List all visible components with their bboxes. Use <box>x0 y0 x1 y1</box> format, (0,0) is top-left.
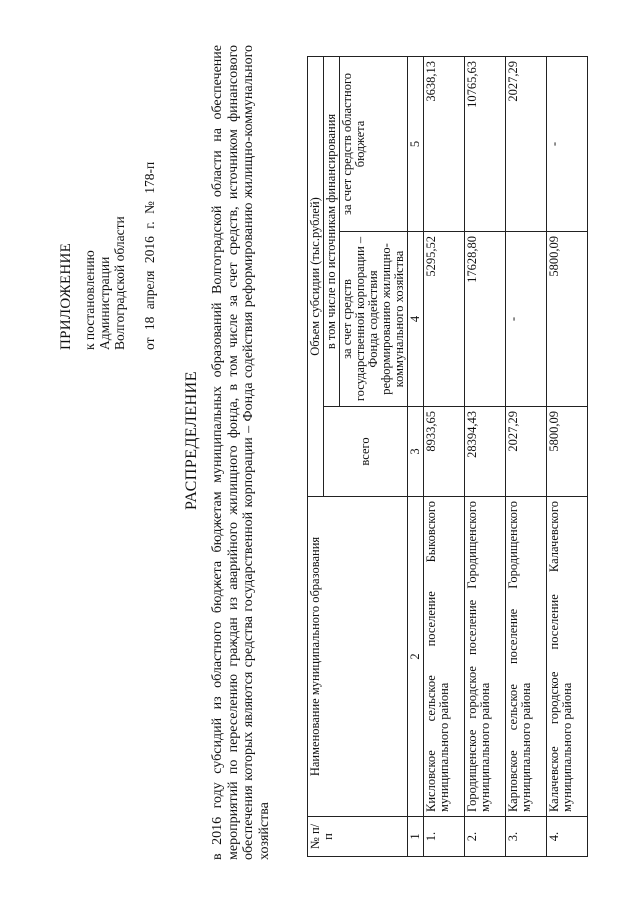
subsidy-table <box>307 56 588 857</box>
header-num: № п/п <box>308 817 408 857</box>
header-name: Наименование муниципального образования <box>308 497 408 817</box>
row-num: 4. <box>547 817 588 857</box>
colnum-1: 1 <box>408 817 424 857</box>
appendix-date: от 18 апреля 2016 г. № 178-п <box>142 161 157 350</box>
appendix-title: ПРИЛОЖЕНИЕ <box>58 242 74 350</box>
table-row <box>465 56 506 856</box>
table-row <box>506 56 547 856</box>
table-row <box>547 56 588 856</box>
row-regional: 3638,13 <box>424 56 465 231</box>
row-total: 8933,65 <box>424 407 465 497</box>
row-fund: 5295,52 <box>424 232 465 407</box>
row-regional: 10765,63 <box>465 56 506 231</box>
row-name: Городищенское городское поселение Городищенского муниципального района <box>465 497 506 817</box>
row-fund: 17628,80 <box>465 232 506 407</box>
row-num: 3. <box>506 817 547 857</box>
document-title: РАСПРЕДЕЛЕНИЕ <box>183 371 200 510</box>
row-num: 1. <box>424 817 465 857</box>
row-total: 2027,29 <box>506 407 547 497</box>
appendix-line-1: к постановлению <box>82 250 97 350</box>
row-name: Карповское сельское поселение Городищенского муниципального района <box>506 497 547 817</box>
colnum-5: 5 <box>408 56 424 231</box>
colnum-2: 2 <box>408 497 424 817</box>
row-regional: 2027,29 <box>506 56 547 231</box>
appendix-line-2: Администрации <box>97 256 112 350</box>
row-name: Кисловское сельское поселение Быковского муниципального района <box>424 497 465 817</box>
row-fund: - <box>506 232 547 407</box>
row-num: 2. <box>465 817 506 857</box>
header-volume: Объем субсидии (тыс.рублей) <box>308 56 324 496</box>
row-regional: - <box>547 56 588 231</box>
document-intro: в 2016 году субсидий из областного бюджета бюджетам муниципальных образований Волгоградской области на обеспечение мероприятий по переселению граждан из аварийного жилищного фонда, в том числе за счет средств, источником финансового обеспечения которых являются средства государственной корпорации – Фонда содействия реформированию жилищно-коммунального хозяйства <box>210 45 272 860</box>
colnum-4: 4 <box>408 232 424 407</box>
appendix-line-3: Волгоградской области <box>112 216 127 350</box>
header-total: всего <box>324 407 408 497</box>
header-fund: за счет средств государственной корпорации – Фонда содействия реформированию жилищно-коммунального хозяйства <box>340 232 408 407</box>
row-fund: 5800,09 <box>547 232 588 407</box>
header-regional: за счет средств областного бюджета <box>340 56 408 231</box>
row-name: Калачевское городское поселение Калачевского муниципального района <box>547 497 588 817</box>
row-total: 5800,09 <box>547 407 588 497</box>
header-incl: в том числе по источникам финансирования <box>324 56 340 406</box>
row-total: 28394,43 <box>465 407 506 497</box>
table-row <box>424 56 465 856</box>
colnum-3: 3 <box>408 407 424 497</box>
